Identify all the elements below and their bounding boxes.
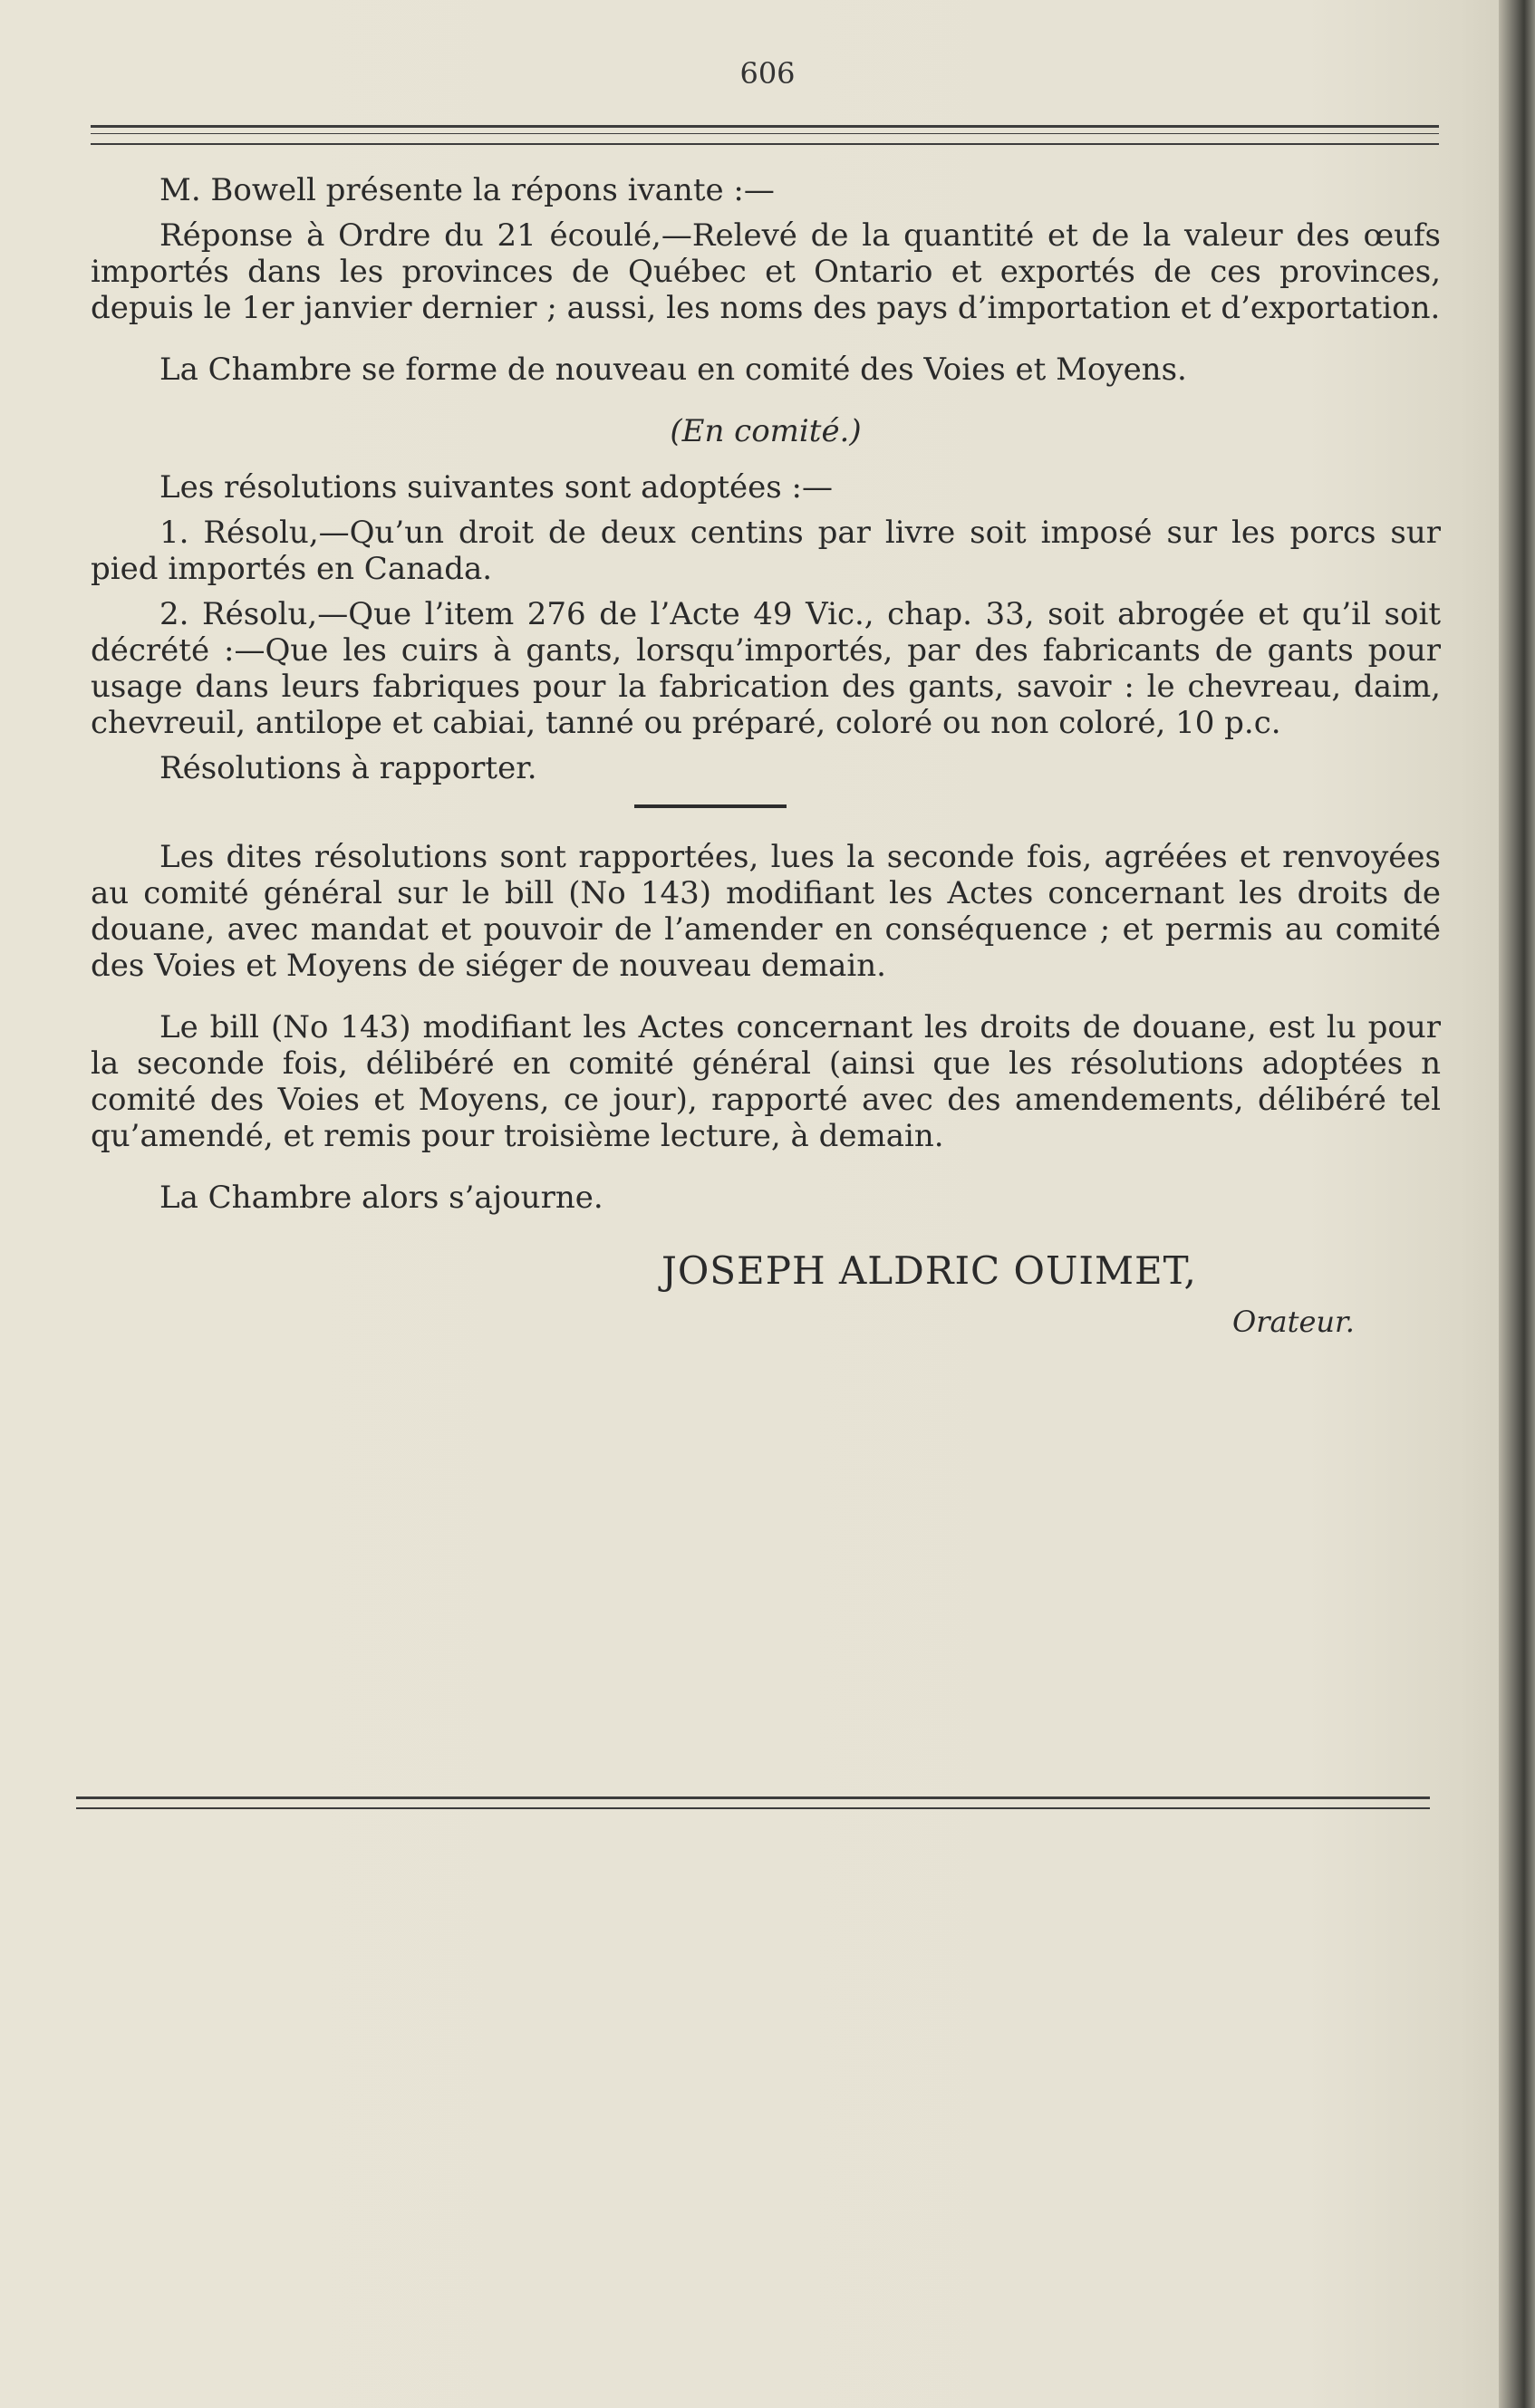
committee-heading: (En comité.) [670, 413, 862, 449]
resolution-2: 2. Résolu,—Que l’item 276 de l’Acte 49 Vic., chap. 33, soit abrogée et qu’il soit décrété :—Que les cuirs à gants, lorsqu’importés, par des fabricants de gants pour usage dans leurs fabriques pour la fabrication des gants, savoir : le chevreau, daim, chevreuil, antilope et cabiai, tanné ou préparé, coloré ou non coloré, 10 p.c. [91, 596, 1441, 741]
paragraph: Le bill (No 143) modifiant les Actes concernant les droits de douane, est lu pour la seconde fois, délibéré en comité général (ainsi que les résolutions adoptées n comité des Voies et Moyens, ce jour), rapporté avec des amendements, délibéré tel qu’amendé, et remis pour troisième lecture, à demain. [91, 1009, 1441, 1154]
page-number: 606 [739, 56, 796, 91]
book-spine [1499, 0, 1535, 2408]
paragraph: Les résolutions suivantes sont adoptées :— [159, 469, 833, 506]
footer-rule [76, 1796, 1430, 1815]
paragraph: Les dites résolutions sont rapportées, lues la seconde fois, agréées et renvoyées au comité général sur le bill (No 143) modifiant les Actes concernant les droits de douane, avec mandat et pouvoir de l’amender en conséquence ; et permis au comité des Voies et Moyens de siéger de nouveau demain. [91, 839, 1441, 984]
paragraph: M. Bowell présente la répons ivante :— [159, 172, 775, 208]
section-divider [634, 804, 787, 808]
resolution-1: 1. Résolu,—Qu’un droit de deux centins par livre soit imposé sur les porcs sur pied importés en Canada. [91, 515, 1441, 587]
paragraph: Résolutions à rapporter. [159, 750, 537, 786]
header-rule [91, 125, 1439, 152]
body-text [91, 172, 1441, 1241]
signature-name: JOSEPH ALDRIC OUIMET, [661, 1248, 1197, 1293]
paragraph: La Chambre alors s’ajourne. [159, 1180, 603, 1216]
signature-title: Orateur. [1232, 1305, 1355, 1339]
paragraph: La Chambre se forme de nouveau en comité des Voies et Moyens. [159, 352, 1187, 388]
paragraph: Réponse à Ordre du 21 écoulé,—Relevé de la quantité et de la valeur des œufs importés dans les provinces de Québec et Ontario et exportés de ces provinces, depuis le 1er janvier dernier ; aussi, les noms des pays d’importation et d’exportation. [91, 217, 1441, 326]
